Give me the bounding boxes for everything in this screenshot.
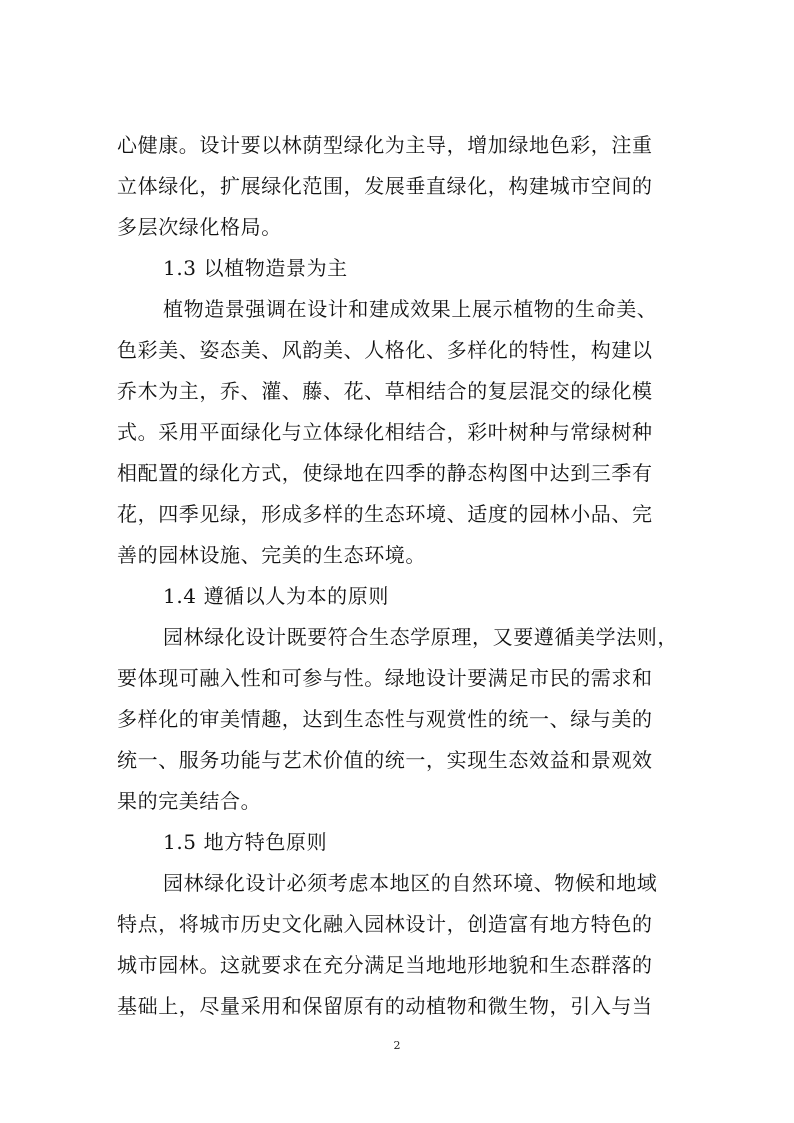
text-line-19: 园林绿化设计必须考虑本地区的自然环境、物候和地域 [163,871,658,895]
page-number: 2 [393,1039,401,1052]
text-line-11: 善的园林设施、完美的生态环境。 [117,543,426,567]
section-heading-1-3: 1.3 以植物造景为主 [163,256,348,280]
text-line-3: 多层次绿化格局。 [117,215,282,239]
text-line-10: 花，四季见绿，形成多样的生态环境、适度的园林小品、完 [117,502,653,526]
text-line-2: 立体绿化，扩展绿化范围，发展垂直绿化，构建城市空间的 [117,174,653,198]
text-line-21: 城市园林。这就要求在充分满足当地地形地貌和生态群落的 [117,953,653,977]
text-line-7: 乔木为主，乔、灌、藤、花、草相结合的复层混交的绿化模 [117,379,653,403]
text-line-20: 特点，将城市历史文化融入园林设计，创造富有地方特色的 [117,912,653,936]
text-line-17: 果的完美结合。 [117,789,262,813]
text-line-14: 要体现可融入性和可参与性。绿地设计要满足市民的需求和 [117,666,653,690]
text-line-22: 基础上，尽量采用和保留原有的动植物和微生物，引入与当 [117,994,653,1018]
text-line-5: 植物造景强调在设计和建成效果上展示植物的生命美、 [163,297,658,321]
text-line-16: 统一、服务功能与艺术价值的统一，实现生态效益和景观效 [117,748,653,772]
text-line-6: 色彩美、姿态美、风韵美、人格化、多样化的特性，构建以 [117,338,653,362]
text-line-1: 心健康。设计要以林荫型绿化为主导，增加绿地色彩，注重 [117,133,653,157]
text-line-13: 园林绿化设计既要符合生态学原理，又要遵循美学法则， [163,625,678,649]
text-line-9: 相配置的绿化方式，使绿地在四季的静态构图中达到三季有 [117,461,653,485]
section-heading-1-4: 1.4 遵循以人为本的原则 [163,584,389,608]
text-line-15: 多样化的审美情趣，达到生态性与观赏性的统一、绿与美的 [117,707,653,731]
section-heading-1-5: 1.5 地方特色原则 [163,830,328,854]
text-line-8: 式。采用平面绿化与立体绿化相结合，彩叶树种与常绿树种 [117,420,653,444]
